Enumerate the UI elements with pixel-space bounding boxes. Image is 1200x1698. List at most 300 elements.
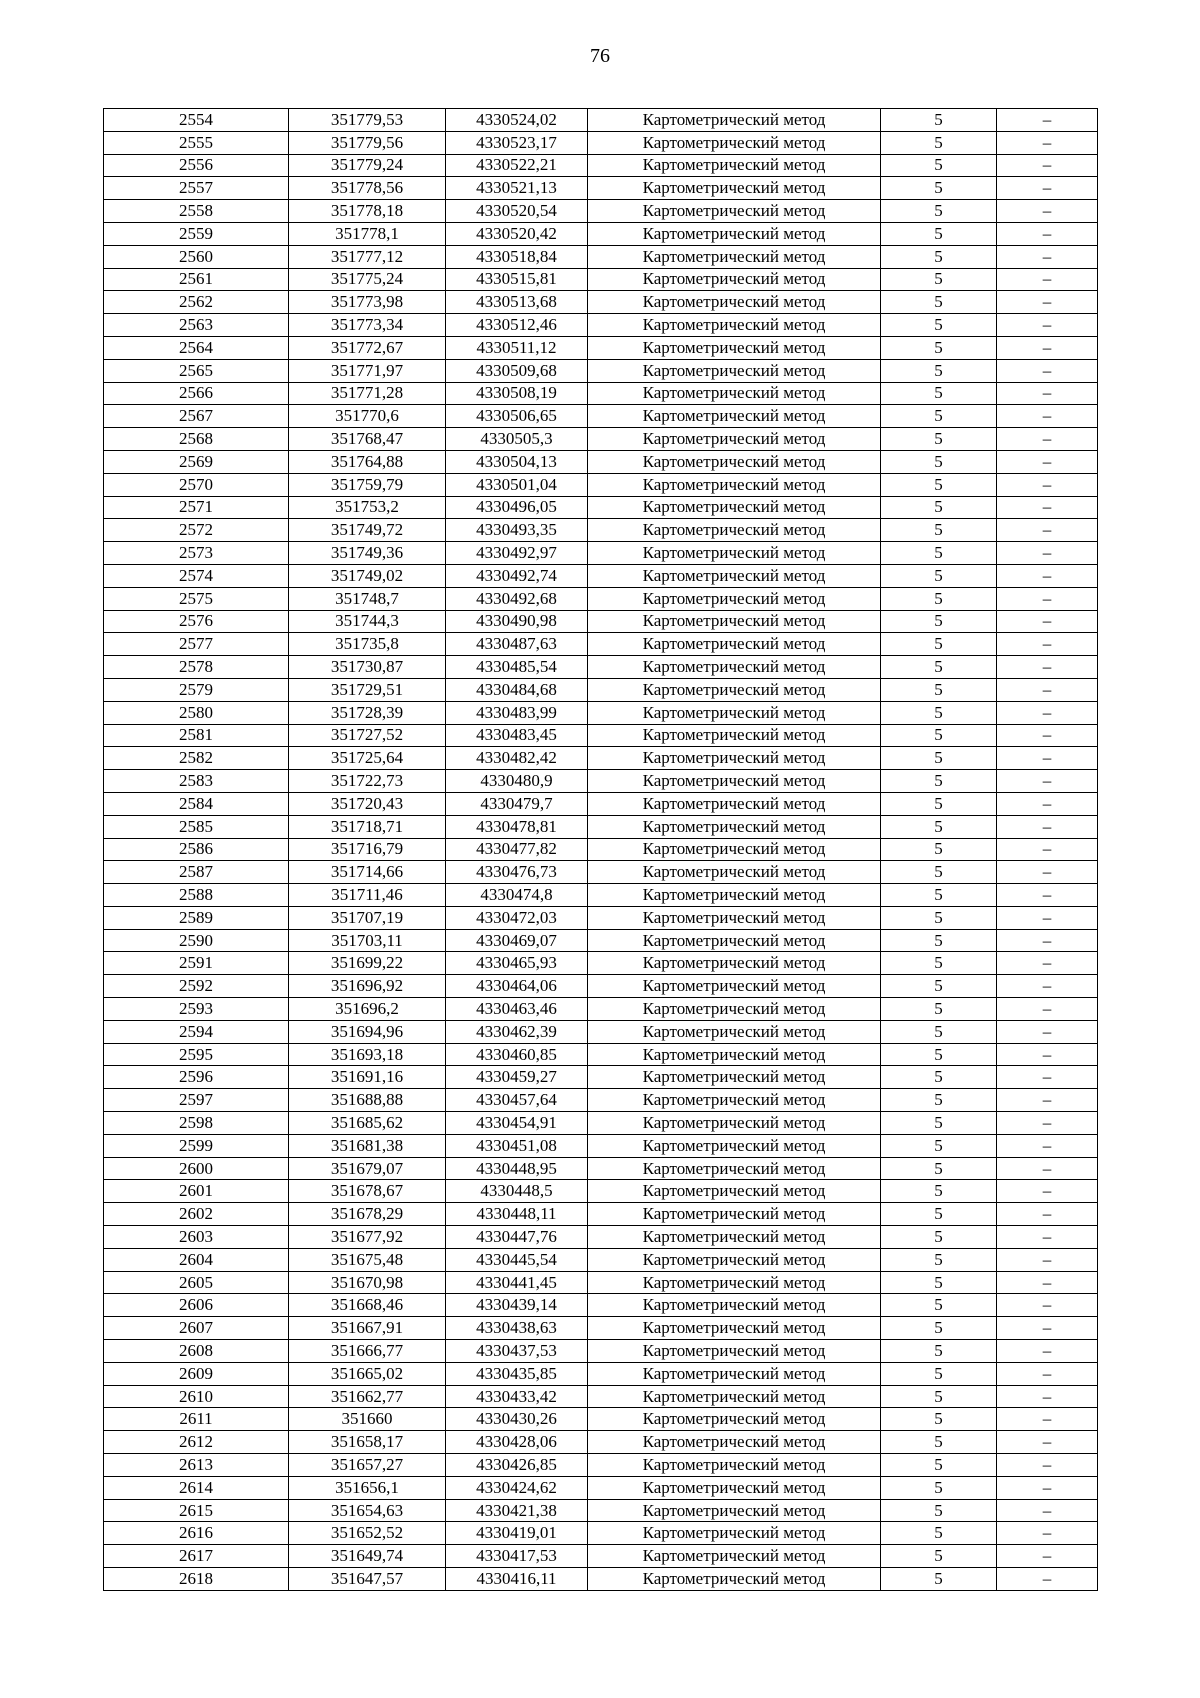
method-cell: Картометрический метод bbox=[588, 1545, 881, 1568]
x-coordinate-cell: 351647,57 bbox=[289, 1568, 446, 1591]
y-coordinate-cell: 4330435,85 bbox=[446, 1362, 588, 1385]
table-row bbox=[104, 222, 1098, 245]
table-row bbox=[104, 724, 1098, 747]
dash-cell: – bbox=[997, 884, 1098, 907]
point-number-cell: 2615 bbox=[104, 1499, 289, 1522]
dash-cell: – bbox=[997, 1454, 1098, 1477]
x-coordinate-cell: 351679,07 bbox=[289, 1157, 446, 1180]
point-number-cell: 2606 bbox=[104, 1294, 289, 1317]
point-number-cell: 2602 bbox=[104, 1203, 289, 1226]
table-row bbox=[104, 1340, 1098, 1363]
table-row bbox=[104, 405, 1098, 428]
y-coordinate-cell: 4330421,38 bbox=[446, 1499, 588, 1522]
method-cell: Картометрический метод bbox=[588, 1476, 881, 1499]
x-coordinate-cell: 351728,39 bbox=[289, 701, 446, 724]
table-row bbox=[104, 1408, 1098, 1431]
y-coordinate-cell: 4330520,54 bbox=[446, 200, 588, 223]
accuracy-cell: 5 bbox=[881, 633, 997, 656]
dash-cell: – bbox=[997, 1089, 1098, 1112]
method-cell: Картометрический метод bbox=[588, 1271, 881, 1294]
table-row bbox=[104, 359, 1098, 382]
point-number-cell: 2592 bbox=[104, 975, 289, 998]
y-coordinate-cell: 4330459,27 bbox=[446, 1066, 588, 1089]
table-row bbox=[104, 291, 1098, 314]
method-cell: Картометрический метод bbox=[588, 1454, 881, 1477]
point-number-cell: 2598 bbox=[104, 1112, 289, 1135]
table-row bbox=[104, 792, 1098, 815]
dash-cell: – bbox=[997, 1157, 1098, 1180]
method-cell: Картометрический метод bbox=[588, 519, 881, 542]
point-number-cell: 2582 bbox=[104, 747, 289, 770]
method-cell: Картометрический метод bbox=[588, 1089, 881, 1112]
x-coordinate-cell: 351744,3 bbox=[289, 610, 446, 633]
accuracy-cell: 5 bbox=[881, 428, 997, 451]
y-coordinate-cell: 4330433,42 bbox=[446, 1385, 588, 1408]
accuracy-cell: 5 bbox=[881, 519, 997, 542]
table-row bbox=[104, 747, 1098, 770]
x-coordinate-cell: 351778,56 bbox=[289, 177, 446, 200]
accuracy-cell: 5 bbox=[881, 450, 997, 473]
point-number-cell: 2564 bbox=[104, 336, 289, 359]
point-number-cell: 2567 bbox=[104, 405, 289, 428]
y-coordinate-cell: 4330474,8 bbox=[446, 884, 588, 907]
y-coordinate-cell: 4330472,03 bbox=[446, 906, 588, 929]
point-number-cell: 2559 bbox=[104, 222, 289, 245]
point-number-cell: 2612 bbox=[104, 1431, 289, 1454]
x-coordinate-cell: 351749,36 bbox=[289, 542, 446, 565]
y-coordinate-cell: 4330447,76 bbox=[446, 1226, 588, 1249]
dash-cell: – bbox=[997, 131, 1098, 154]
accuracy-cell: 5 bbox=[881, 861, 997, 884]
table-row bbox=[104, 587, 1098, 610]
accuracy-cell: 5 bbox=[881, 678, 997, 701]
table-row bbox=[104, 1431, 1098, 1454]
point-number-cell: 2618 bbox=[104, 1568, 289, 1591]
table-row bbox=[104, 564, 1098, 587]
y-coordinate-cell: 4330477,82 bbox=[446, 838, 588, 861]
x-coordinate-cell: 351777,12 bbox=[289, 245, 446, 268]
dash-cell: – bbox=[997, 656, 1098, 679]
method-cell: Картометрический метод bbox=[588, 815, 881, 838]
method-cell: Картометрический метод bbox=[588, 131, 881, 154]
dash-cell: – bbox=[997, 359, 1098, 382]
accuracy-cell: 5 bbox=[881, 291, 997, 314]
point-number-cell: 2568 bbox=[104, 428, 289, 451]
dash-cell: – bbox=[997, 1408, 1098, 1431]
accuracy-cell: 5 bbox=[881, 747, 997, 770]
dash-cell: – bbox=[997, 1271, 1098, 1294]
method-cell: Картометрический метод bbox=[588, 952, 881, 975]
table-row bbox=[104, 1180, 1098, 1203]
dash-cell: – bbox=[997, 519, 1098, 542]
y-coordinate-cell: 4330426,85 bbox=[446, 1454, 588, 1477]
x-coordinate-cell: 351772,67 bbox=[289, 336, 446, 359]
table-row bbox=[104, 1112, 1098, 1135]
dash-cell: – bbox=[997, 929, 1098, 952]
point-number-cell: 2613 bbox=[104, 1454, 289, 1477]
accuracy-cell: 5 bbox=[881, 952, 997, 975]
y-coordinate-cell: 4330490,98 bbox=[446, 610, 588, 633]
x-coordinate-cell: 351662,77 bbox=[289, 1385, 446, 1408]
method-cell: Картометрический метод bbox=[588, 1134, 881, 1157]
table-row bbox=[104, 1271, 1098, 1294]
y-coordinate-cell: 4330496,05 bbox=[446, 496, 588, 519]
accuracy-cell: 5 bbox=[881, 222, 997, 245]
accuracy-cell: 5 bbox=[881, 1248, 997, 1271]
dash-cell: – bbox=[997, 1499, 1098, 1522]
accuracy-cell: 5 bbox=[881, 1112, 997, 1135]
accuracy-cell: 5 bbox=[881, 1271, 997, 1294]
dash-cell: – bbox=[997, 177, 1098, 200]
method-cell: Картометрический метод bbox=[588, 633, 881, 656]
y-coordinate-cell: 4330518,84 bbox=[446, 245, 588, 268]
dash-cell: – bbox=[997, 1545, 1098, 1568]
method-cell: Картометрический метод bbox=[588, 542, 881, 565]
method-cell: Картометрический метод bbox=[588, 109, 881, 132]
point-number-cell: 2584 bbox=[104, 792, 289, 815]
dash-cell: – bbox=[997, 610, 1098, 633]
point-number-cell: 2596 bbox=[104, 1066, 289, 1089]
method-cell: Картометрический метод bbox=[588, 929, 881, 952]
table-row bbox=[104, 610, 1098, 633]
x-coordinate-cell: 351649,74 bbox=[289, 1545, 446, 1568]
x-coordinate-cell: 351748,7 bbox=[289, 587, 446, 610]
x-coordinate-cell: 351722,73 bbox=[289, 770, 446, 793]
dash-cell: – bbox=[997, 200, 1098, 223]
y-coordinate-cell: 4330479,7 bbox=[446, 792, 588, 815]
accuracy-cell: 5 bbox=[881, 656, 997, 679]
point-number-cell: 2561 bbox=[104, 268, 289, 291]
method-cell: Картометрический метод bbox=[588, 701, 881, 724]
method-cell: Картометрический метод bbox=[588, 1066, 881, 1089]
accuracy-cell: 5 bbox=[881, 998, 997, 1021]
x-coordinate-cell: 351681,38 bbox=[289, 1134, 446, 1157]
y-coordinate-cell: 4330448,11 bbox=[446, 1203, 588, 1226]
x-coordinate-cell: 351770,6 bbox=[289, 405, 446, 428]
table-row bbox=[104, 678, 1098, 701]
y-coordinate-cell: 4330520,42 bbox=[446, 222, 588, 245]
x-coordinate-cell: 351668,46 bbox=[289, 1294, 446, 1317]
method-cell: Картометрический метод bbox=[588, 336, 881, 359]
point-number-cell: 2578 bbox=[104, 656, 289, 679]
point-number-cell: 2583 bbox=[104, 770, 289, 793]
x-coordinate-cell: 351677,92 bbox=[289, 1226, 446, 1249]
x-coordinate-cell: 351716,79 bbox=[289, 838, 446, 861]
table-row bbox=[104, 1499, 1098, 1522]
table-row bbox=[104, 473, 1098, 496]
x-coordinate-cell: 351714,66 bbox=[289, 861, 446, 884]
method-cell: Картометрический метод bbox=[588, 998, 881, 1021]
accuracy-cell: 5 bbox=[881, 177, 997, 200]
point-number-cell: 2600 bbox=[104, 1157, 289, 1180]
table-row bbox=[104, 428, 1098, 451]
accuracy-cell: 5 bbox=[881, 1317, 997, 1340]
y-coordinate-cell: 4330504,13 bbox=[446, 450, 588, 473]
method-cell: Картометрический метод bbox=[588, 200, 881, 223]
table-row bbox=[104, 633, 1098, 656]
table-row bbox=[104, 770, 1098, 793]
table-row bbox=[104, 861, 1098, 884]
point-number-cell: 2587 bbox=[104, 861, 289, 884]
method-cell: Картометрический метод bbox=[588, 610, 881, 633]
point-number-cell: 2569 bbox=[104, 450, 289, 473]
y-coordinate-cell: 4330480,9 bbox=[446, 770, 588, 793]
y-coordinate-cell: 4330476,73 bbox=[446, 861, 588, 884]
method-cell: Картометрический метод bbox=[588, 177, 881, 200]
method-cell: Картометрический метод bbox=[588, 1499, 881, 1522]
accuracy-cell: 5 bbox=[881, 382, 997, 405]
point-number-cell: 2611 bbox=[104, 1408, 289, 1431]
x-coordinate-cell: 351753,2 bbox=[289, 496, 446, 519]
y-coordinate-cell: 4330508,19 bbox=[446, 382, 588, 405]
coordinates-table bbox=[103, 108, 1098, 1591]
point-number-cell: 2571 bbox=[104, 496, 289, 519]
coordinates-table-body bbox=[104, 109, 1098, 1591]
accuracy-cell: 5 bbox=[881, 1180, 997, 1203]
x-coordinate-cell: 351696,92 bbox=[289, 975, 446, 998]
y-coordinate-cell: 4330419,01 bbox=[446, 1522, 588, 1545]
method-cell: Картометрический метод bbox=[588, 1043, 881, 1066]
point-number-cell: 2554 bbox=[104, 109, 289, 132]
point-number-cell: 2594 bbox=[104, 1020, 289, 1043]
dash-cell: – bbox=[997, 792, 1098, 815]
point-number-cell: 2575 bbox=[104, 587, 289, 610]
accuracy-cell: 5 bbox=[881, 1203, 997, 1226]
dash-cell: – bbox=[997, 1226, 1098, 1249]
x-coordinate-cell: 351657,27 bbox=[289, 1454, 446, 1477]
x-coordinate-cell: 351775,24 bbox=[289, 268, 446, 291]
y-coordinate-cell: 4330462,39 bbox=[446, 1020, 588, 1043]
accuracy-cell: 5 bbox=[881, 1089, 997, 1112]
dash-cell: – bbox=[997, 1180, 1098, 1203]
x-coordinate-cell: 351656,1 bbox=[289, 1476, 446, 1499]
accuracy-cell: 5 bbox=[881, 587, 997, 610]
x-coordinate-cell: 351725,64 bbox=[289, 747, 446, 770]
table-row bbox=[104, 998, 1098, 1021]
method-cell: Картометрический метод bbox=[588, 678, 881, 701]
point-number-cell: 2570 bbox=[104, 473, 289, 496]
dash-cell: – bbox=[997, 1203, 1098, 1226]
dash-cell: – bbox=[997, 473, 1098, 496]
dash-cell: – bbox=[997, 1020, 1098, 1043]
table-row bbox=[104, 656, 1098, 679]
method-cell: Картометрический метод bbox=[588, 1317, 881, 1340]
y-coordinate-cell: 4330492,74 bbox=[446, 564, 588, 587]
dash-cell: – bbox=[997, 496, 1098, 519]
dash-cell: – bbox=[997, 770, 1098, 793]
method-cell: Картометрический метод bbox=[588, 792, 881, 815]
table-row bbox=[104, 1568, 1098, 1591]
x-coordinate-cell: 351667,91 bbox=[289, 1317, 446, 1340]
accuracy-cell: 5 bbox=[881, 770, 997, 793]
y-coordinate-cell: 4330430,26 bbox=[446, 1408, 588, 1431]
point-number-cell: 2566 bbox=[104, 382, 289, 405]
dash-cell: – bbox=[997, 724, 1098, 747]
y-coordinate-cell: 4330515,81 bbox=[446, 268, 588, 291]
accuracy-cell: 5 bbox=[881, 1340, 997, 1363]
table-row bbox=[104, 200, 1098, 223]
x-coordinate-cell: 351699,22 bbox=[289, 952, 446, 975]
y-coordinate-cell: 4330506,65 bbox=[446, 405, 588, 428]
x-coordinate-cell: 351727,52 bbox=[289, 724, 446, 747]
accuracy-cell: 5 bbox=[881, 405, 997, 428]
x-coordinate-cell: 351779,53 bbox=[289, 109, 446, 132]
method-cell: Картометрический метод bbox=[588, 1340, 881, 1363]
y-coordinate-cell: 4330424,62 bbox=[446, 1476, 588, 1499]
point-number-cell: 2599 bbox=[104, 1134, 289, 1157]
method-cell: Картометрический метод bbox=[588, 975, 881, 998]
y-coordinate-cell: 4330501,04 bbox=[446, 473, 588, 496]
dash-cell: – bbox=[997, 1112, 1098, 1135]
x-coordinate-cell: 351685,62 bbox=[289, 1112, 446, 1135]
dash-cell: – bbox=[997, 1134, 1098, 1157]
point-number-cell: 2581 bbox=[104, 724, 289, 747]
accuracy-cell: 5 bbox=[881, 1476, 997, 1499]
table-row bbox=[104, 314, 1098, 337]
dash-cell: – bbox=[997, 1294, 1098, 1317]
method-cell: Картометрический метод bbox=[588, 906, 881, 929]
method-cell: Картометрический метод bbox=[588, 587, 881, 610]
table-row bbox=[104, 838, 1098, 861]
accuracy-cell: 5 bbox=[881, 200, 997, 223]
point-number-cell: 2586 bbox=[104, 838, 289, 861]
table-row bbox=[104, 929, 1098, 952]
table-row bbox=[104, 1089, 1098, 1112]
dash-cell: – bbox=[997, 222, 1098, 245]
accuracy-cell: 5 bbox=[881, 1385, 997, 1408]
x-coordinate-cell: 351675,48 bbox=[289, 1248, 446, 1271]
y-coordinate-cell: 4330512,46 bbox=[446, 314, 588, 337]
x-coordinate-cell: 351735,8 bbox=[289, 633, 446, 656]
y-coordinate-cell: 4330448,95 bbox=[446, 1157, 588, 1180]
method-cell: Картометрический метод bbox=[588, 747, 881, 770]
point-number-cell: 2609 bbox=[104, 1362, 289, 1385]
point-number-cell: 2610 bbox=[104, 1385, 289, 1408]
accuracy-cell: 5 bbox=[881, 929, 997, 952]
accuracy-cell: 5 bbox=[881, 1362, 997, 1385]
y-coordinate-cell: 4330521,13 bbox=[446, 177, 588, 200]
y-coordinate-cell: 4330483,99 bbox=[446, 701, 588, 724]
dash-cell: – bbox=[997, 998, 1098, 1021]
accuracy-cell: 5 bbox=[881, 131, 997, 154]
x-coordinate-cell: 351779,56 bbox=[289, 131, 446, 154]
accuracy-cell: 5 bbox=[881, 1408, 997, 1431]
accuracy-cell: 5 bbox=[881, 496, 997, 519]
y-coordinate-cell: 4330448,5 bbox=[446, 1180, 588, 1203]
point-number-cell: 2562 bbox=[104, 291, 289, 314]
table-row bbox=[104, 450, 1098, 473]
method-cell: Картометрический метод bbox=[588, 1408, 881, 1431]
y-coordinate-cell: 4330483,45 bbox=[446, 724, 588, 747]
y-coordinate-cell: 4330509,68 bbox=[446, 359, 588, 382]
method-cell: Картометрический метод bbox=[588, 405, 881, 428]
y-coordinate-cell: 4330469,07 bbox=[446, 929, 588, 952]
x-coordinate-cell: 351759,79 bbox=[289, 473, 446, 496]
y-coordinate-cell: 4330441,45 bbox=[446, 1271, 588, 1294]
point-number-cell: 2595 bbox=[104, 1043, 289, 1066]
point-number-cell: 2585 bbox=[104, 815, 289, 838]
x-coordinate-cell: 351707,19 bbox=[289, 906, 446, 929]
table-row bbox=[104, 268, 1098, 291]
table-row bbox=[104, 1134, 1098, 1157]
point-number-cell: 2577 bbox=[104, 633, 289, 656]
point-number-cell: 2580 bbox=[104, 701, 289, 724]
x-coordinate-cell: 351720,43 bbox=[289, 792, 446, 815]
point-number-cell: 2573 bbox=[104, 542, 289, 565]
dash-cell: – bbox=[997, 701, 1098, 724]
x-coordinate-cell: 351665,02 bbox=[289, 1362, 446, 1385]
y-coordinate-cell: 4330428,06 bbox=[446, 1431, 588, 1454]
table-row bbox=[104, 1362, 1098, 1385]
y-coordinate-cell: 4330460,85 bbox=[446, 1043, 588, 1066]
accuracy-cell: 5 bbox=[881, 815, 997, 838]
x-coordinate-cell: 351729,51 bbox=[289, 678, 446, 701]
accuracy-cell: 5 bbox=[881, 473, 997, 496]
method-cell: Картометрический метод bbox=[588, 656, 881, 679]
dash-cell: – bbox=[997, 587, 1098, 610]
x-coordinate-cell: 351678,67 bbox=[289, 1180, 446, 1203]
x-coordinate-cell: 351696,2 bbox=[289, 998, 446, 1021]
y-coordinate-cell: 4330417,53 bbox=[446, 1545, 588, 1568]
method-cell: Картометрический метод bbox=[588, 291, 881, 314]
dash-cell: – bbox=[997, 1522, 1098, 1545]
accuracy-cell: 5 bbox=[881, 1568, 997, 1591]
table-row bbox=[104, 109, 1098, 132]
accuracy-cell: 5 bbox=[881, 701, 997, 724]
point-number-cell: 2593 bbox=[104, 998, 289, 1021]
y-coordinate-cell: 4330439,14 bbox=[446, 1294, 588, 1317]
y-coordinate-cell: 4330493,35 bbox=[446, 519, 588, 542]
x-coordinate-cell: 351778,18 bbox=[289, 200, 446, 223]
accuracy-cell: 5 bbox=[881, 975, 997, 998]
dash-cell: – bbox=[997, 861, 1098, 884]
y-coordinate-cell: 4330482,42 bbox=[446, 747, 588, 770]
accuracy-cell: 5 bbox=[881, 884, 997, 907]
table-row bbox=[104, 1248, 1098, 1271]
method-cell: Картометрический метод bbox=[588, 1362, 881, 1385]
dash-cell: – bbox=[997, 815, 1098, 838]
method-cell: Картометрический метод bbox=[588, 884, 881, 907]
x-coordinate-cell: 351691,16 bbox=[289, 1066, 446, 1089]
point-number-cell: 2555 bbox=[104, 131, 289, 154]
dash-cell: – bbox=[997, 109, 1098, 132]
method-cell: Картометрический метод bbox=[588, 268, 881, 291]
accuracy-cell: 5 bbox=[881, 906, 997, 929]
dash-cell: – bbox=[997, 1317, 1098, 1340]
method-cell: Картометрический метод bbox=[588, 222, 881, 245]
accuracy-cell: 5 bbox=[881, 268, 997, 291]
accuracy-cell: 5 bbox=[881, 1020, 997, 1043]
table-row bbox=[104, 177, 1098, 200]
dash-cell: – bbox=[997, 336, 1098, 359]
y-coordinate-cell: 4330522,21 bbox=[446, 154, 588, 177]
method-cell: Картометрический метод bbox=[588, 1522, 881, 1545]
x-coordinate-cell: 351779,24 bbox=[289, 154, 446, 177]
method-cell: Картометрический метод bbox=[588, 473, 881, 496]
x-coordinate-cell: 351749,72 bbox=[289, 519, 446, 542]
dash-cell: – bbox=[997, 405, 1098, 428]
x-coordinate-cell: 351711,46 bbox=[289, 884, 446, 907]
point-number-cell: 2590 bbox=[104, 929, 289, 952]
method-cell: Картометрический метод bbox=[588, 838, 881, 861]
method-cell: Картометрический метод bbox=[588, 154, 881, 177]
dash-cell: – bbox=[997, 291, 1098, 314]
table-row bbox=[104, 1203, 1098, 1226]
accuracy-cell: 5 bbox=[881, 1134, 997, 1157]
accuracy-cell: 5 bbox=[881, 1066, 997, 1089]
dash-cell: – bbox=[997, 450, 1098, 473]
method-cell: Картометрический метод bbox=[588, 1157, 881, 1180]
